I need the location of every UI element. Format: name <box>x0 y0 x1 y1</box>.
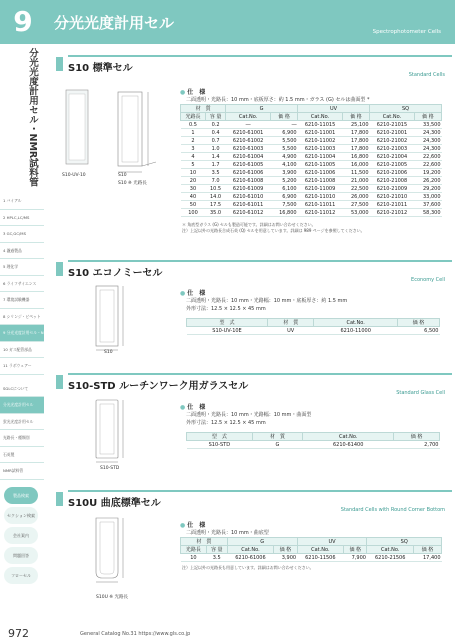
section-s10-english: Standard Cells <box>408 72 445 78</box>
eco-spec-text-1: 二面透明・光路長：10 mm・光路幅：10 mm・底板厚さ：約 1.5 mm <box>186 298 348 304</box>
table-cell: 0.4 <box>205 129 225 137</box>
table-cell: 6210-61012 <box>226 209 271 217</box>
table-cell: 6210-61010 <box>226 193 271 201</box>
table-cell: 6210-21004 <box>370 153 415 161</box>
section-eco-english: Economy Cell <box>411 277 445 283</box>
table-cell: 58,300 <box>414 209 441 217</box>
table-cell: 6210-21009 <box>370 185 415 193</box>
table-cell: 53,000 <box>343 209 370 217</box>
page-footer <box>0 622 455 644</box>
table-cell: 4 <box>181 153 206 161</box>
s10-caption-s10: S10 <box>118 173 127 178</box>
sidebar-subitem-spectro[interactable]: 分光光度計用セル <box>0 397 44 414</box>
table-cell: UV <box>268 327 314 335</box>
table-cell: 2,700 <box>394 441 440 449</box>
table-cell: 16,000 <box>343 161 370 169</box>
std-spec-label: ● 仕 様 <box>180 402 205 411</box>
table-row <box>181 145 442 153</box>
table-cell: 6210-11009 <box>298 185 343 193</box>
table-cell: 26,000 <box>343 193 370 201</box>
sidebar-circles <box>4 487 40 587</box>
table-cell: 5,200 <box>271 177 298 185</box>
col-header: 価 格 <box>271 113 298 121</box>
table-cell: 10 <box>181 169 206 177</box>
table-cell: 24,300 <box>414 137 441 145</box>
table-cell: 6210-21015 <box>370 121 415 129</box>
table-cell: 3.5 <box>205 169 225 177</box>
table-cell: ― <box>271 121 298 129</box>
table-cell: 6210-11000 <box>314 327 398 335</box>
table-cell: 6210-21006 <box>370 169 415 177</box>
page-title: 分光光度計用セル <box>54 14 175 32</box>
table-cell: 7,500 <box>271 201 298 209</box>
table-cell: 11,500 <box>343 169 370 177</box>
s10-spec-label: ● 仕 様 <box>180 87 205 96</box>
sidebar-nav <box>0 193 61 480</box>
sidebar-subitem-about[interactable]: SGLCについて <box>0 381 44 398</box>
table-cell: 1.4 <box>205 153 225 161</box>
col-group-g: G <box>227 538 297 546</box>
col-header: 材 質 <box>252 433 303 441</box>
table-cell: 6210-61008 <box>226 177 271 185</box>
table-cell: 29,200 <box>414 185 441 193</box>
table-cell: 6210-11004 <box>298 153 343 161</box>
s10-cell-illustration <box>60 84 176 184</box>
s10-caption-uv: S10-UV-10 <box>62 173 86 178</box>
table-cell: 21,000 <box>343 177 370 185</box>
col-group-g: G <box>226 105 298 113</box>
table-row <box>187 327 440 335</box>
sidebar-item-syringe[interactable]: 8 シリンジ・ピペット <box>0 309 44 326</box>
sidebar-item-filtration[interactable]: 4 濾過製品 <box>0 243 44 260</box>
circle-product-search[interactable]: 製品検索 <box>4 487 38 504</box>
std-spec-text-1: 二面透明・光路長：10 mm・光路幅：10 mm・曲面型 <box>186 412 312 418</box>
col-header: Cat.No. <box>303 433 394 441</box>
section-bar <box>56 262 63 276</box>
table-cell: 26,200 <box>414 177 441 185</box>
table-row <box>181 209 442 217</box>
table-cell: 100 <box>181 209 206 217</box>
table-cell: 17,800 <box>343 129 370 137</box>
col-group-material: 材 質 <box>181 105 226 113</box>
table-cell: 6210-11002 <box>298 137 343 145</box>
table-row <box>181 137 442 145</box>
table-cell: 3 <box>181 145 206 153</box>
col-header: 容 量 <box>206 546 227 554</box>
table-cell: ― <box>226 121 271 129</box>
table-cell: 0.5 <box>181 121 206 129</box>
table-cell: 20 <box>181 177 206 185</box>
table-cell: 22,500 <box>343 185 370 193</box>
table-row <box>181 129 442 137</box>
table-cell: 6210-21005 <box>370 161 415 169</box>
table-cell: 5 <box>181 161 206 169</box>
table-cell: 16,800 <box>271 209 298 217</box>
sidebar-item-gas[interactable]: 10 ガス配管部品 <box>0 342 44 359</box>
sidebar-item-vial[interactable]: 1 バイアル <box>0 193 44 210</box>
table-cell: 6210-61003 <box>226 145 271 153</box>
sidebar-vertical-title: 分光光度計用セル・NMR試料管 <box>27 48 38 187</box>
std-caption: S10-STD <box>100 466 120 471</box>
table-cell: 22,600 <box>414 161 441 169</box>
table-cell: 6210-11008 <box>298 177 343 185</box>
table-cell: S10-UV-10E <box>187 327 268 335</box>
table-row <box>181 193 442 201</box>
table-cell: 1 <box>181 129 206 137</box>
table-cell: 6210-21002 <box>370 137 415 145</box>
col-group-material: 材 質 <box>181 538 228 546</box>
table-cell: 14.0 <box>205 193 225 201</box>
table-cell: 4,100 <box>271 161 298 169</box>
col-header: Cat.No. <box>367 546 413 554</box>
table-cell: 6210-21001 <box>370 129 415 137</box>
col-header: 材 質 <box>268 319 314 327</box>
eco-spec-table <box>186 318 440 335</box>
table-cell: 6,500 <box>397 327 439 335</box>
section-s10-head <box>68 55 452 74</box>
section-s10u-head <box>68 490 452 509</box>
table-cell: 6210-11010 <box>298 193 343 201</box>
col-header: 価 格 <box>344 546 367 554</box>
eco-spec-text-2: 外形寸法：12.5 × 12.5 × 45 mm <box>186 306 266 312</box>
col-header: 光路長 <box>181 113 206 121</box>
eco-cell-illustration <box>90 282 130 354</box>
table-cell: 17.5 <box>205 201 225 209</box>
table-cell: 6210-11005 <box>298 161 343 169</box>
table-cell: S10-STD <box>187 441 253 449</box>
s10u-note: 注）上記以外の光路長も用意しています。詳細はお問い合わせください。 <box>182 565 314 570</box>
s10u-caption: S10U ※ 光路長 <box>96 595 129 600</box>
col-header: 価 格 <box>397 319 439 327</box>
table-cell: 1.7 <box>205 161 225 169</box>
table-cell: 6210-21012 <box>370 209 415 217</box>
table-row <box>181 153 442 161</box>
table-cell: 4,900 <box>271 153 298 161</box>
sidebar-item-labware[interactable]: 11 ラボウェアー <box>0 358 44 375</box>
table-cell: 3,900 <box>274 554 297 562</box>
table-cell: 3.5 <box>206 554 227 562</box>
table-cell: 6210-61006 <box>227 554 273 562</box>
section-bar <box>56 57 63 71</box>
section-s10u-title: S10U 曲底標準セル <box>68 498 161 509</box>
table-cell: 33,500 <box>414 121 441 129</box>
table-cell: 16,800 <box>343 153 370 161</box>
table-cell: 5,500 <box>271 137 298 145</box>
page-subtitle: Spectrophotometer Cells <box>372 29 441 35</box>
col-header: 価 格 <box>343 113 370 121</box>
table-cell: 0.7 <box>205 137 225 145</box>
table-row <box>181 121 442 129</box>
section-bar <box>56 492 63 506</box>
table-cell: 37,600 <box>414 201 441 209</box>
table-cell: 6210-61004 <box>226 153 271 161</box>
table-cell: 10.5 <box>205 185 225 193</box>
table-cell: 6210-21011 <box>370 201 415 209</box>
col-header: Cat.No. <box>297 546 343 554</box>
chapter-number: 9 <box>13 5 33 38</box>
sidebar-subitem-nmr[interactable]: NMR試料管 <box>0 463 44 480</box>
sidebar-item-gc[interactable]: 3 GC,GC/MS <box>0 226 44 243</box>
std-cell-illustration <box>90 396 130 468</box>
table-cell: 6210-61002 <box>226 137 271 145</box>
table-cell: 6210-11012 <box>298 209 343 217</box>
table-cell: 19,200 <box>414 169 441 177</box>
table-cell: 6,900 <box>271 129 298 137</box>
section-eco-head <box>68 260 452 279</box>
table-row <box>181 185 442 193</box>
col-header: 型 式 <box>187 433 253 441</box>
table-cell: 6210-11003 <box>298 145 343 153</box>
col-header: 価 格 <box>414 113 441 121</box>
table-cell: 24,300 <box>414 129 441 137</box>
table-row <box>187 441 440 449</box>
s10-note-2: 注）上記以外の光路長合成石英 (Q) セルを用意しています。詳細は 989 ページを参照してください。 <box>182 228 365 233</box>
circle-company[interactable]: 会社案内 <box>4 527 38 544</box>
table-cell: G <box>252 441 303 449</box>
s10-spec-table <box>180 104 442 217</box>
col-group-sq: SQ <box>370 105 442 113</box>
page-number: 972 <box>8 627 29 640</box>
circle-section-search[interactable]: セクション検索 <box>4 507 38 524</box>
std-spec-text-2: 外形寸法：12.5 × 12.5 × 45 mm <box>186 420 266 426</box>
table-cell: 6210-61400 <box>303 441 394 449</box>
s10-spec-text: 二面透明・光路長：10 mm・底板厚さ：約 1.5 mm・ガラス (G) セルは曲面型 * <box>186 97 370 103</box>
table-cell: 33,000 <box>414 193 441 201</box>
table-cell: 6210-11001 <box>298 129 343 137</box>
table-cell: 6210-11015 <box>298 121 343 129</box>
col-header: 価 格 <box>394 433 440 441</box>
col-header: Cat.No. <box>227 546 273 554</box>
col-header: 型 式 <box>187 319 268 327</box>
s10u-spec-text: 二面透明・光路長：10 mm・曲底型 <box>186 530 269 536</box>
col-group-uv: UV <box>298 105 370 113</box>
table-cell: 22,600 <box>414 153 441 161</box>
table-cell: 6,900 <box>271 193 298 201</box>
table-cell: 5,500 <box>271 145 298 153</box>
section-bar <box>56 375 63 389</box>
section-std-head <box>68 373 452 392</box>
section-s10-title: S10 標準セル <box>68 63 133 74</box>
table-cell: 6210-21008 <box>370 177 415 185</box>
col-header: Cat.No. <box>226 113 271 121</box>
table-cell: 6210-21506 <box>367 554 413 562</box>
sidebar-subitem-fluoro[interactable]: 蛍光光度計用セル <box>0 414 44 431</box>
table-cell: 24,300 <box>414 145 441 153</box>
col-header: 光路長 <box>181 546 207 554</box>
table-row <box>181 161 442 169</box>
table-cell: 6210-21003 <box>370 145 415 153</box>
std-spec-table <box>186 432 440 449</box>
s10u-spec-table <box>180 537 442 562</box>
sidebar-subitem-quartz[interactable]: 石英製 <box>0 447 44 464</box>
circle-flowcell[interactable]: フローセル <box>4 567 38 584</box>
table-cell: 17,400 <box>413 554 441 562</box>
eco-caption: S10 <box>104 350 113 355</box>
table-cell: 6,100 <box>271 185 298 193</box>
table-cell: 7.0 <box>205 177 225 185</box>
table-cell: 2 <box>181 137 206 145</box>
table-cell: 10 <box>181 554 207 562</box>
col-header: Cat.No. <box>370 113 415 121</box>
table-cell: 6210-61011 <box>226 201 271 209</box>
table-cell: 17,800 <box>343 145 370 153</box>
s10-table-body <box>181 121 442 217</box>
table-cell: 6210-21010 <box>370 193 415 201</box>
table-cell: 3,900 <box>271 169 298 177</box>
sidebar-item-hplc[interactable]: 2 HPLC,LC/MS <box>0 210 44 227</box>
section-s10u-english: Standard Cells with Round Corner Bottom <box>340 507 445 513</box>
sidebar-item-cells[interactable]: 9 分光光度計用セル・NMR試料管 <box>0 325 44 342</box>
section-eco-title: S10 エコノミーセル <box>68 268 163 279</box>
table-cell: 6210-61009 <box>226 185 271 193</box>
table-cell: 6210-61006 <box>226 169 271 177</box>
col-header: 容 量 <box>205 113 225 121</box>
sidebar-item-lifescience[interactable]: 6 ライフサイエンス <box>0 276 44 293</box>
footer-text: General Catalog No.31 https://www.gls.co.jp <box>80 631 191 637</box>
col-group-sq: SQ <box>367 538 442 546</box>
table-cell: 6210-11011 <box>298 201 343 209</box>
col-header: Cat.No. <box>314 319 398 327</box>
table-row <box>181 201 442 209</box>
s10u-spec-label: ● 仕 様 <box>180 520 205 529</box>
table-cell: 30 <box>181 185 206 193</box>
table-row <box>181 169 442 177</box>
col-header: 価 格 <box>413 546 441 554</box>
table-row <box>181 177 442 185</box>
eco-spec-label: ● 仕 様 <box>180 288 205 297</box>
sidebar-item-environment[interactable]: 7 環境試験機器 <box>0 292 44 309</box>
s10u-cell-illustration <box>90 514 140 590</box>
table-cell: 35.0 <box>205 209 225 217</box>
sidebar-subitem-pathlength[interactable]: 光路長・種類別 <box>0 430 44 447</box>
s10-caption-path: S10 ※ 光路長 <box>118 181 147 186</box>
col-header: 価 格 <box>274 546 297 554</box>
table-cell: 6210-61001 <box>226 129 271 137</box>
table-cell: 50 <box>181 201 206 209</box>
table-cell: 6210-11506 <box>297 554 343 562</box>
page-header <box>0 0 455 44</box>
table-cell: 6210-61005 <box>226 161 271 169</box>
table-cell: 25,100 <box>343 121 370 129</box>
table-cell: 40 <box>181 193 206 201</box>
s10-note-1: ＊ 角底型ガラス (G) セルも製造可能です。詳細はお問い合わせください。 <box>182 222 316 227</box>
table-cell: 1.0 <box>205 145 225 153</box>
sidebar-item-lab[interactable]: 5 理化学 <box>0 259 44 276</box>
table-cell: 17,800 <box>343 137 370 145</box>
table-row <box>181 554 442 562</box>
section-std-title: S10-STD ルーチンワーク用ガラスセル <box>68 381 249 392</box>
table-cell: 0.2 <box>205 121 225 129</box>
table-cell: 27,500 <box>343 201 370 209</box>
section-std-english: Standard Glass Cell <box>396 390 445 396</box>
col-group-uv: UV <box>297 538 367 546</box>
circle-faq[interactable]: 問題回答 <box>4 547 38 564</box>
table-cell: 6210-11006 <box>298 169 343 177</box>
table-cell: 7,900 <box>344 554 367 562</box>
col-header: Cat.No. <box>298 113 343 121</box>
